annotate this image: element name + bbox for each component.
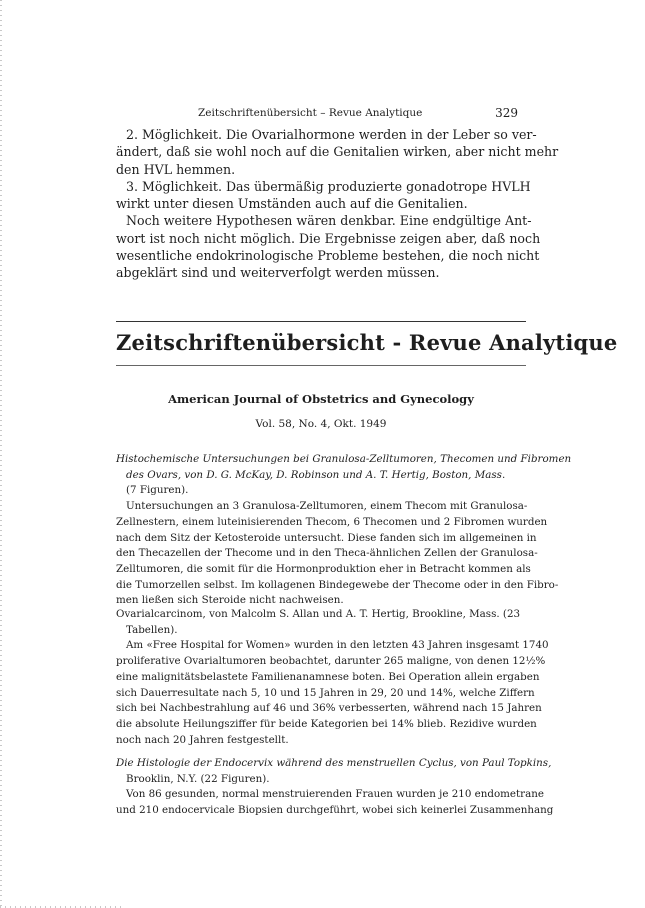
carryover-text [116, 126, 559, 282]
body-line: Untersuchungen an 3 Granulosa-Zelltumoren, einem Thecom mit Granulosa- [126, 500, 528, 513]
citation-line: des Ovars, von D. G. McKay, D. Robinson und A. T. Hertig, Boston, Mass. [126, 468, 506, 481]
body-line: Von 86 gesunden, normal menstruierenden Frauen wurden je 210 endometrane [126, 788, 544, 801]
body-line: Am «Free Hospital for Women» wurden in den letzten 43 Jahren insgesamt 1740 [126, 639, 549, 652]
body-line: nach dem Sitz der Ketosteroide untersucht. Diese fanden sich im allgemeinen in [116, 531, 537, 544]
body-line: und 210 endocervicale Biopsien durchgeführt, wobei sich keinerlei Zusammenhang [116, 804, 554, 817]
text-line: Noch weitere Hypothesen wären denkbar. Eine endgültige Ant- [126, 213, 532, 229]
text-line: 3. Möglichkeit. Das übermäßig produzierte gonadotrope HVLH [126, 178, 531, 194]
text-line: wesentliche endokrinologische Probleme bestehen, die noch nicht [116, 248, 540, 264]
body-line: men ließen sich Steroide nicht nachweisen. [116, 594, 344, 607]
section-title: Zeitschriftenübersicht - Revue Analytique [116, 330, 618, 355]
text-line: wirkt unter diesen Umständen auch auf die Genitalien. [116, 196, 468, 212]
text-line: ändert, daß sie wohl noch auf die Genitalien wirken, aber nicht mehr [116, 144, 559, 160]
body-line: eine malignitätsbelastete Familienanamnese boten. Bei Operation allein ergaben [116, 670, 540, 683]
journal-title: American Journal of Obstetrics and Gynecology [168, 392, 474, 406]
abstract-2 [116, 607, 549, 748]
text-line: den HVL hemmen. [116, 161, 236, 177]
body-line: den Thecazellen der Thecome und in den Theca-ähnlichen Zellen der Granulosa- [116, 547, 538, 560]
text-line: abgeklärt sind und weiterverfolgt werden müssen. [116, 265, 440, 281]
section-rule-top [116, 321, 526, 322]
abstract-1 [116, 452, 572, 609]
body-line: sich Dauerresultate nach 5, 10 und 15 Jahren in 29, 20 und 14%, welche Ziffern [116, 686, 535, 699]
citation-line: (7 Figuren). [126, 484, 189, 497]
body-line: Zelltumoren, die somit für die Hormonproduktion eher in Betracht kommen als [116, 562, 531, 575]
running-head-title: Zeitschriftenübersicht – Revue Analytique [198, 107, 423, 119]
citation-line: Histochemische Untersuchungen bei Granulosa-Zelltumoren, Thecomen und Fibromen [116, 453, 572, 465]
text-line: 2. Möglichkeit. Die Ovarialhormone werden in der Leber so ver- [126, 127, 537, 142]
body-line: die absolute Heilungsziffer für beide Kategorien bei 14% blieb. Rezidive wurden [116, 717, 537, 730]
scan-edge-left [0, 0, 2, 908]
page-number: 329 [495, 106, 518, 120]
citation-line: Die Histologie der Endocervix während des menstruellen Cyclus, von Paul Topkins, [116, 757, 552, 769]
body-line: noch nach 20 Jahren festgestellt. [116, 733, 289, 746]
text-line: wort ist noch nicht möglich. Die Ergebnisse zeigen aber, daß noch [116, 230, 541, 246]
body-line: sich bei Nachbestrahlung auf 46 und 36% verbesserten, während nach 15 Jahren [116, 702, 542, 715]
citation-line: Brooklin, N.Y. (22 Figuren). [126, 772, 270, 785]
body-line: proliferative Ovarialtumoren beobachtet, darunter 265 maligne, von denen 12½% [116, 655, 546, 668]
citation-line: Ovarialcarcinom, von Malcolm S. Allan und A. T. Hertig, Brookline, Mass. (23 [116, 608, 521, 620]
body-line: Zellnestern, einem luteinisierenden Thecom, 6 Thecomen und 2 Fibromen wurden [116, 515, 548, 528]
section-rule-bottom [116, 365, 526, 366]
abstract-3 [116, 756, 554, 819]
journal-volume: Vol. 58, No. 4, Okt. 1949 [255, 418, 387, 430]
citation-line: Tabellen). [126, 623, 178, 636]
body-line: die Tumorzellen selbst. Im kollagenen Bindegewebe der Thecome oder in den Fibro- [116, 578, 559, 591]
